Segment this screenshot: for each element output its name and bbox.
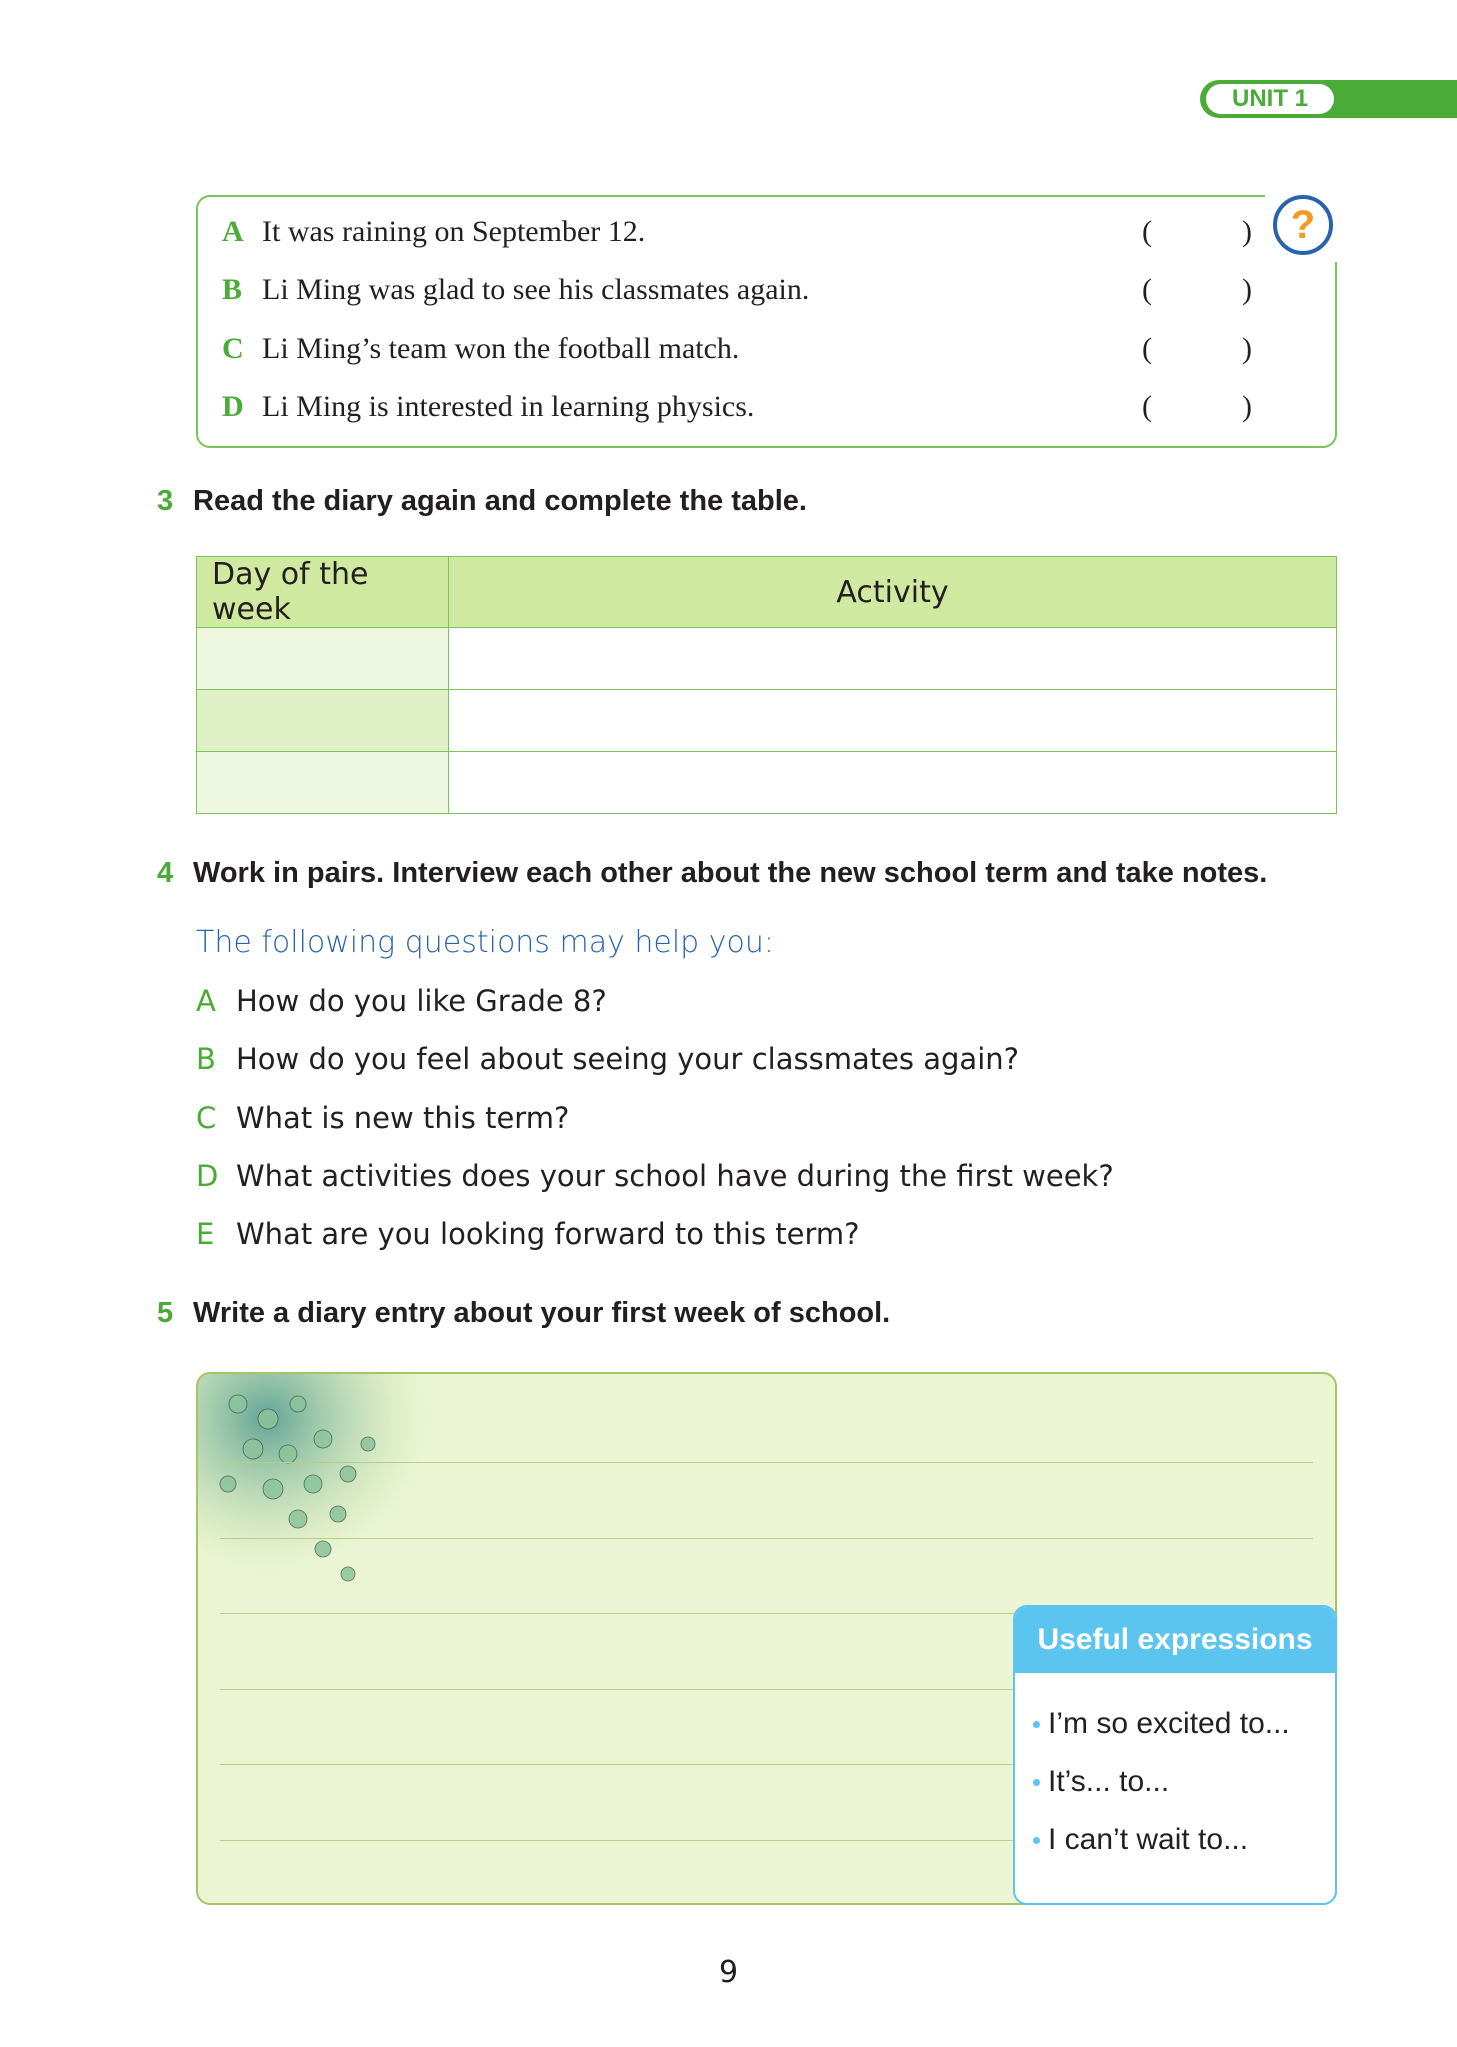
question-text: What are you looking forward to this term? xyxy=(236,1217,860,1251)
answer-blank[interactable] xyxy=(1142,273,1252,307)
question-item xyxy=(196,1101,569,1135)
writing-line xyxy=(220,1462,1313,1463)
close-paren: ) xyxy=(1242,273,1252,306)
expression-item xyxy=(1033,1707,1290,1741)
bullet-icon xyxy=(1033,1779,1040,1786)
section-instruction: Write a diary entry about your first week of school. xyxy=(193,1297,891,1329)
table-row xyxy=(197,690,1337,752)
question-item xyxy=(196,1217,860,1251)
writing-line xyxy=(220,1840,1020,1841)
question-letter: B xyxy=(196,1042,216,1076)
activity-table xyxy=(196,556,1337,814)
question-text: How do you feel about seeing your classmates again? xyxy=(236,1042,1020,1076)
unit-label: UNIT 1 xyxy=(1206,84,1334,114)
close-paren: ) xyxy=(1242,390,1252,423)
statement-text: Li Ming is interested in learning physics. xyxy=(262,390,755,423)
table-row xyxy=(197,752,1337,814)
answer-blank[interactable] xyxy=(1142,332,1252,366)
question-letter: E xyxy=(196,1217,215,1251)
day-cell[interactable] xyxy=(197,752,449,814)
section-number: 4 xyxy=(157,857,174,889)
hint-text: The following questions may help you: xyxy=(196,925,774,960)
activity-cell[interactable] xyxy=(449,752,1337,814)
expression-item xyxy=(1033,1765,1169,1799)
activity-cell[interactable] xyxy=(449,690,1337,752)
column-header-day: Day of the week xyxy=(197,557,449,628)
section-number: 5 xyxy=(157,1297,174,1329)
statement-text: Li Ming’s team won the football match. xyxy=(262,332,740,365)
question-item xyxy=(196,1042,1019,1076)
open-paren: ( xyxy=(1142,215,1152,248)
statement-row xyxy=(222,270,1252,310)
writing-line xyxy=(220,1689,1020,1690)
day-cell[interactable] xyxy=(197,628,449,690)
question-text: What activities does your school have during the first week? xyxy=(236,1159,1114,1193)
statement-text: Li Ming was glad to see his classmates again. xyxy=(262,273,810,306)
useful-expressions-title: Useful expressions xyxy=(1015,1607,1335,1673)
useful-expressions-box xyxy=(1013,1605,1337,1905)
expression-text: I can’t wait to... xyxy=(1048,1823,1249,1856)
statement-letter: C xyxy=(222,332,244,365)
writing-line xyxy=(220,1613,1020,1614)
statement-letter: D xyxy=(222,390,244,423)
open-paren: ( xyxy=(1142,332,1152,365)
section-instruction: Read the diary again and complete the table. xyxy=(193,485,807,517)
statement-letter: A xyxy=(222,215,244,248)
statement-row xyxy=(222,212,1252,252)
expression-text: I’m so excited to... xyxy=(1048,1707,1290,1740)
open-paren: ( xyxy=(1142,273,1152,306)
question-text: What is new this term? xyxy=(236,1101,570,1135)
writing-line xyxy=(220,1538,1313,1539)
question-letter: C xyxy=(196,1101,217,1135)
question-mark-icon: ? xyxy=(1273,195,1333,255)
question-letter: A xyxy=(196,984,216,1018)
statement-row xyxy=(222,387,1252,427)
section-4-heading xyxy=(157,857,1267,890)
close-paren: ) xyxy=(1242,215,1252,248)
activity-cell[interactable] xyxy=(449,628,1337,690)
question-text: How do you like Grade 8? xyxy=(236,984,607,1018)
statement-row xyxy=(222,329,1252,369)
answer-blank[interactable] xyxy=(1142,390,1252,424)
bullet-icon xyxy=(1033,1721,1040,1728)
section-5-heading xyxy=(157,1297,890,1330)
question-item xyxy=(196,1159,1114,1193)
table-row xyxy=(197,628,1337,690)
day-cell[interactable] xyxy=(197,690,449,752)
question-letter: D xyxy=(196,1159,219,1193)
section-instruction: Work in pairs. Interview each other about the new school term and take notes. xyxy=(193,857,1268,889)
section-number: 3 xyxy=(157,485,174,517)
writing-line xyxy=(220,1764,1020,1765)
page-number: 9 xyxy=(718,1955,739,1990)
bullet-icon xyxy=(1033,1837,1040,1844)
section-3-heading xyxy=(157,485,807,518)
clover-illustration-icon xyxy=(198,1374,428,1594)
column-header-activity: Activity xyxy=(449,557,1337,628)
expression-item xyxy=(1033,1823,1248,1857)
open-paren: ( xyxy=(1142,390,1152,423)
statement-text: It was raining on September 12. xyxy=(262,215,646,248)
question-item xyxy=(196,984,607,1018)
close-paren: ) xyxy=(1242,332,1252,365)
expression-text: It’s... to... xyxy=(1048,1765,1170,1798)
answer-blank[interactable] xyxy=(1142,215,1252,249)
table-header-row xyxy=(197,557,1337,628)
statement-letter: B xyxy=(222,273,243,306)
